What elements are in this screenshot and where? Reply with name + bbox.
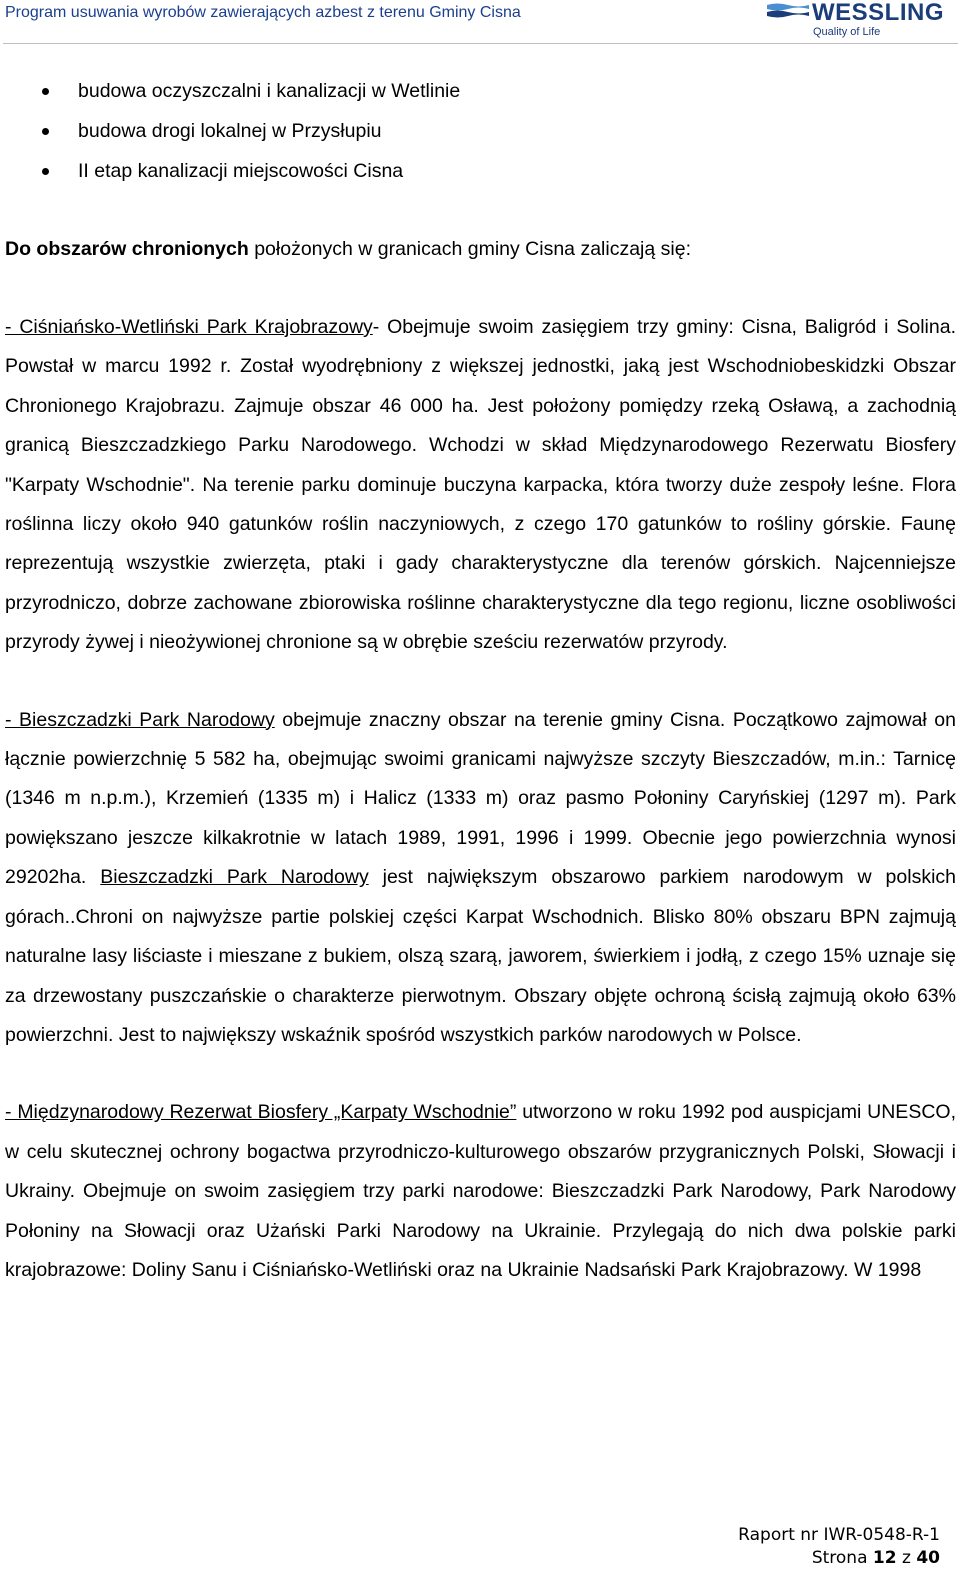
header-divider <box>3 43 958 44</box>
paragraph-ciśniańsko-wetliński: - Ciśniańsko-Wetliński Park Krajobrazowy- Obejmuje swoim zasięgiem trzy gminy: Cisna, Baligród i Solina. Powstał w marcu 1992 r. Został wyodrębniony z większej jednostki, jaką jest Wschodniobeskidzki Obszar Chronionego Krajobrazu. Zajmuje obszar 46 000 ha. Jest położony pomiędzy rzeką Osławą, a zachodnią granicą Bieszczadzkiego Parku Narodowego. Wchodzi w skład Międzynarodowego Rezerwatu Biosfery "Karpaty Wschodnie". Na terenie parku dominuje buczyna karpacka, która tworzy duże zespoły leśne. Flora roślinna liczy około 940 gatunków roślin naczyniowych, z czego 170 gatunków to rośliny górskie. Faunę reprezentują wszystkie zwierzęta, ptaki i gady charakterystyczne dla terenów górskich. Najcenniejsze przyrodniczo, dobrze zachowane zbiorowiska roślinne charakterystyczne dla tego regionu, liczne osobliwości przyrody żywej i nieożywionej chronione są w obrębie sześciu rezerwatów przyrody. <box>5 316 956 654</box>
document-body <box>5 71 956 1290</box>
list-item: budowa drogi lokalnej w Przysłupiu <box>5 111 956 151</box>
bullet-icon <box>42 128 49 135</box>
list-item: II etap kanalizacji miejscowości Cisna <box>5 151 956 191</box>
list-item: budowa oczyszczalni i kanalizacji w Wetlinie <box>5 71 956 111</box>
section-lead: Do obszarów chronionych położonych w granicach gminy Cisna zaliczają się: <box>5 238 691 260</box>
bullet-icon <box>42 168 49 175</box>
bullet-icon <box>42 88 49 95</box>
rezerwat-link[interactable]: - Międzynarodowy Rezerwat Biosfery „Karpaty Wschodnie” <box>5 1101 517 1124</box>
page-number: Strona 12 z 40 <box>811 1548 940 1568</box>
ciśniańsko-park-link[interactable]: - Ciśniańsko-Wetliński Park Krajobrazowy <box>5 316 373 338</box>
page-header <box>0 0 960 40</box>
bpn-link[interactable]: - Bieszczadzki Park Narodowy <box>5 708 275 731</box>
report-number: Raport nr IWR-0548-R-1 <box>738 1525 940 1545</box>
logo-wordmark: WESSLING <box>812 0 945 26</box>
paragraph-bieszczadzki-park: - Bieszczadzki Park Narodowy obejmuje znaczny obszar na terenie gminy Cisna. Początkowo zajmował on łącznie powierzchnię 5 582 ha, obejmując swoimi granicami najwyższe szczyty Bieszczadów, m.in.: Tarnicę (1346 m n.p.m.), Krzemień (1335 m) i Halicz (1333 m) oraz pasmo Połoniny Caryńskiej (1297 m). Park powiększano jeszcze kilkakrotnie w latach 1989, 1991, 1996 i 1999. Obecnie jego powierzchnia wynosi 29202ha. Bieszczadzki Park Narodowy jest największym obszarowo parkiem narodowym w polskich górach..Chroni on najwyższe partie polskiej części Karpat Wschodnich. Blisko 80% obszaru BPN zajmują naturalne lasy liściaste i mieszane z bukiem, olszą szarą, jaworem, świerkiem i jodłą, z czego 15% uznaje się za drzewostany puszczańskie o charakterze pierwotnym. Obszary objęte ochroną ścisłą zajmują około 63% powierzchni. Jest to największy wskaźnik spośród wszystkich parków narodowych w Polsce. <box>5 708 956 1046</box>
header-title: Program usuwania wyrobów zawierających azbest z terenu Gminy Cisna <box>5 4 521 21</box>
logo-wave-icon <box>767 2 809 18</box>
paragraph-rezerwat-biosfery: - Międzynarodowy Rezerwat Biosfery „Karpaty Wschodnie” utworzono w roku 1992 pod auspicjami UNESCO, w celu skutecznej ochrony bogactwa przyrodniczo-kulturowego obszarów przygranicznych Polski, Słowacji i Ukrainy. Obejmuje on swoim zasięgiem trzy parki narodowe: Bieszczadzki Park Narodowy, Park Narodowy Połoniny na Słowacji oraz Użański Parki Narodowy na Ukrainie. Przylegają do nich dwa polskie parki krajobrazowe: Doliny Sanu i Ciśniańsko-Wetliński oraz na Ukrainie Nadsański Park Krajobrazowy. W 1998 <box>5 1101 956 1281</box>
wessling-logo <box>767 0 957 40</box>
page-footer <box>738 1524 940 1570</box>
investment-list <box>5 71 956 191</box>
bpn-link-2[interactable]: Bieszczadzki Park Narodowy <box>100 866 369 889</box>
logo-tagline: Quality of Life <box>813 26 881 38</box>
